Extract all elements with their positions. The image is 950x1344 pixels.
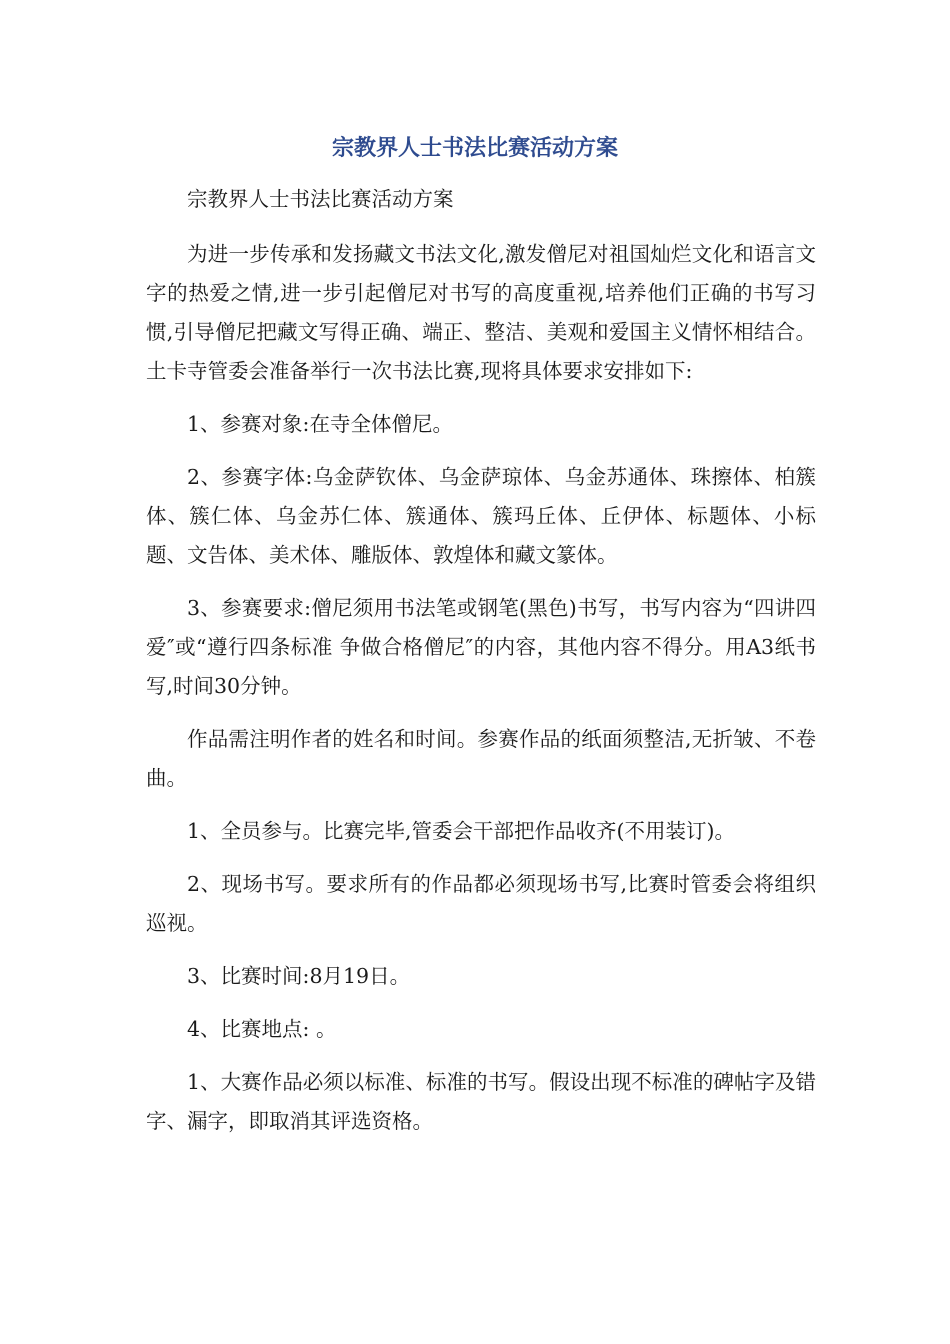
competition-location-paragraph: 4、比赛地点: 。	[187, 1017, 337, 1041]
intro-paragraph: 为进一步传承和发扬藏文书法文化,激发僧尼对祖国灿烂文化和语言文字的热爱之情,进一步引起僧尼对书写的高度重视,培养他们正确的书写习惯,引导僧尼把藏文写得正确、端正、整洁、美观和爱国主义情怀相结合。土卡寺管委会准备举行一次书法比赛,现将具体要求安排如下:	[146, 242, 816, 383]
requirements-paragraph: 3、参赛要求:僧尼须用书法笔或钢笔(黑色)书写，书写内容为“四讲四爱″或“遵行四条标准 争做合格僧尼″的内容，其他内容不得分。用A3纸书写,时间30分钟。	[146, 596, 816, 698]
standards-paragraph: 1、大赛作品必须以标准、标准的书写。假设出现不标准的碑帖字及错字、漏字，即取消其评选资格。	[146, 1070, 816, 1133]
document-title: 宗教界人士书法比赛活动方案	[331, 136, 618, 161]
font-styles-paragraph: 2、参赛字体:乌金萨钦体、乌金萨琼体、乌金苏通体、珠擦体、柏簇体、簇仁体、乌金苏仁体、簇通体、簇玛丘体、丘伊体、标题体、小标题、文告体、美术体、雕版体、敦煌体和藏文篆体。	[146, 465, 816, 567]
onsite-writing-paragraph: 2、现场书写。要求所有的作品都必须现场书写,比赛时管委会将组织巡视。	[146, 872, 816, 935]
document-body	[146, 180, 816, 1155]
competition-time-paragraph: 3、比赛时间:8月19日。	[187, 964, 411, 988]
participants-paragraph: 1、参赛对象:在寺全体僧尼。	[187, 412, 453, 436]
participation-paragraph: 1、全员参与。比赛完毕,管委会干部把作品收齐(不用装订)。	[187, 819, 736, 843]
work-notes-paragraph: 作品需注明作者的姓名和时间。参赛作品的纸面须整洁,无折皱、不卷曲。	[146, 727, 816, 790]
subtitle-paragraph: 宗教界人士书法比赛活动方案	[187, 187, 454, 211]
